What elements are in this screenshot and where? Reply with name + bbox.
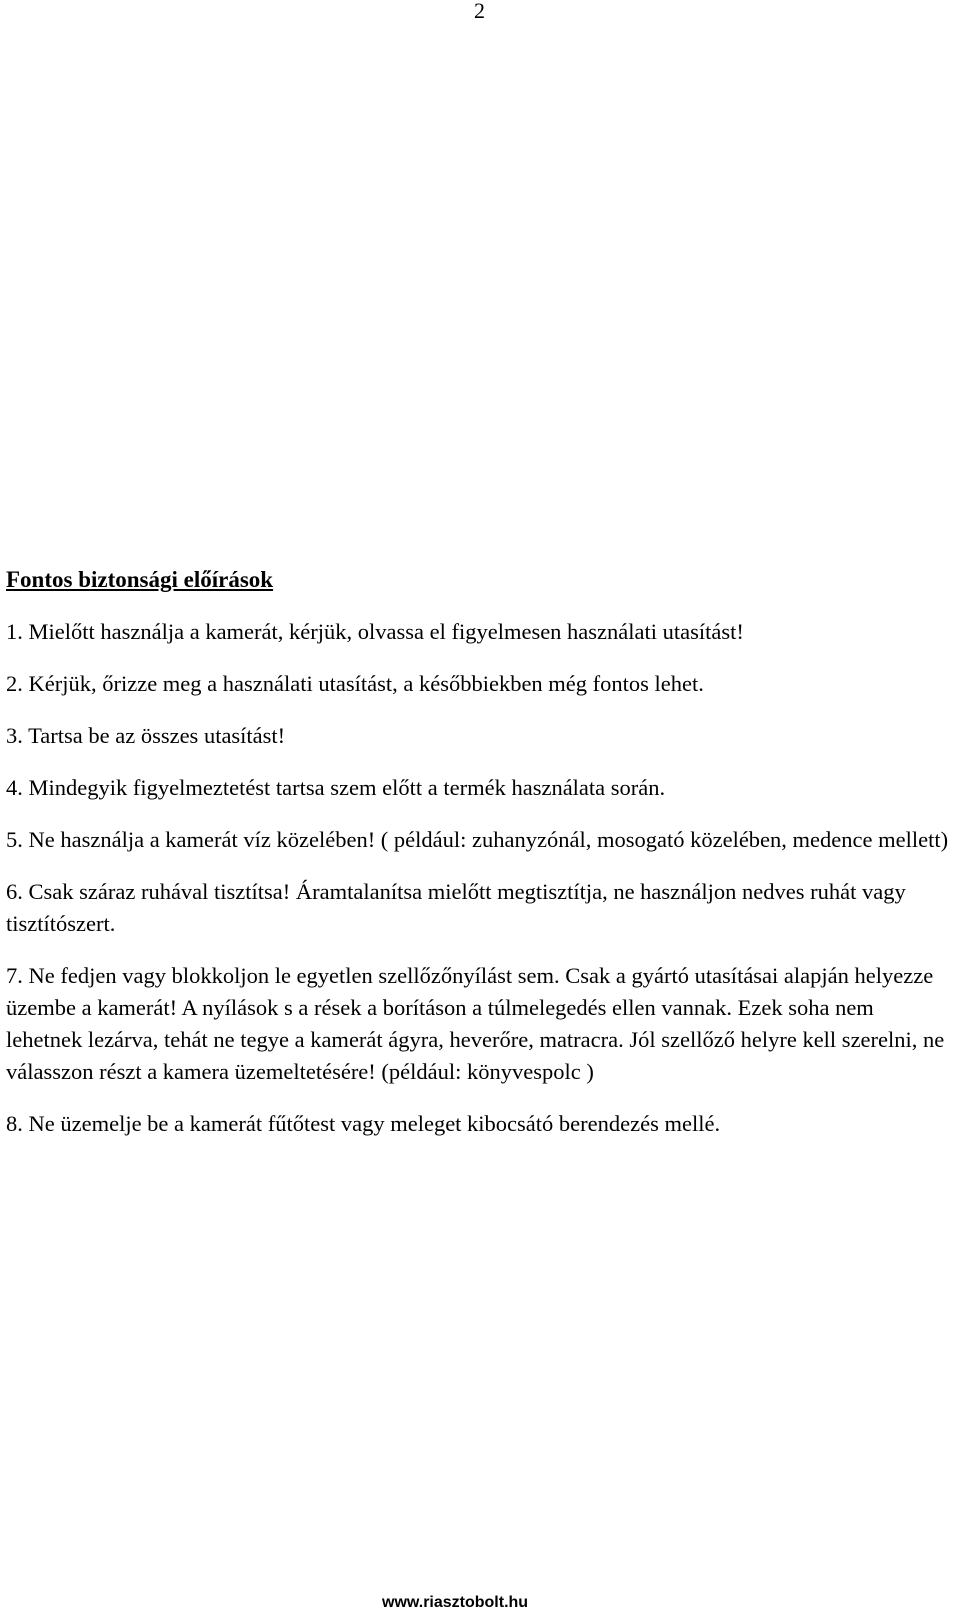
safety-item-8: 8. Ne üzemelje be a kamerát fűtőtest vagy meleget kibocsátó berendezés mellé.: [6, 1111, 721, 1136]
safety-item-4: 4. Mindegyik figyelmeztetést tartsa szem előtt a termék használata során.: [6, 775, 666, 800]
footer-url: www.riasztobolt.hu: [382, 1594, 529, 1611]
safety-item-6: 6. Csak száraz ruhával tisztítsa! Áramtalanítsa mielőtt megtisztítja, ne használjon nedves ruhát vagy tisztítószert.: [6, 879, 906, 936]
safety-section: [6, 564, 954, 1160]
safety-item-2: 2. Kérjük, őrizze meg a használati utasítást, a későbbiekben még fontos lehet.: [6, 671, 704, 696]
safety-item-3: 3. Tartsa be az összes utasítást!: [6, 723, 286, 748]
section-heading: Fontos biztonsági előírások: [6, 567, 274, 592]
safety-item-5: 5. Ne használja a kamerát víz közelében! ( például: zuhanyzónál, mosogató közelében, medence mellett): [6, 827, 949, 852]
safety-item-1: 1. Mielőtt használja a kamerát, kérjük, olvassa el figyelmesen használati utasítást!: [6, 619, 744, 644]
page-number: 2: [474, 0, 485, 23]
safety-item-7: 7. Ne fedjen vagy blokkoljon le egyetlen szellőzőnyílást sem. Csak a gyártó utasításai alapján helyezze üzembe a kamerát! A nyílások s a rések a borításon a túlmelegedés ellen vannak. Ezek soha nem lehetnek lezárva, tehát ne tegye a kamerát ágyra, heverőre, matracra. Jól szellőző helyre kell szerelni, ne válasszon részt a kamera üzemeltetésére! (például: könyvespolc ): [6, 963, 945, 1084]
